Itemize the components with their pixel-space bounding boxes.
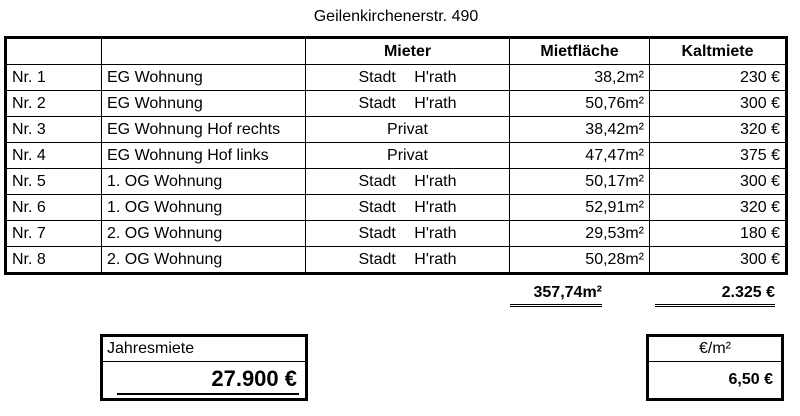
cell-rent: 320 € xyxy=(650,117,787,143)
annual-rent-box xyxy=(100,334,308,401)
cell-area: 52,91m² xyxy=(510,195,650,221)
rent-per-m2-value: 6,50 € xyxy=(728,371,773,388)
header-rent: Kaltmiete xyxy=(650,38,787,65)
table-row xyxy=(6,65,787,91)
cell-unit: EG Wohnung Hof rechts xyxy=(102,117,306,143)
cell-rent: 300 € xyxy=(650,91,787,117)
annual-rent-value-cell xyxy=(103,362,305,398)
cell-tenant: Stadt H'rath xyxy=(306,221,510,247)
header-row xyxy=(6,38,787,65)
cell-rent: 300 € xyxy=(650,169,787,195)
table-row xyxy=(6,91,787,117)
cell-area: 50,76m² xyxy=(510,91,650,117)
annual-rent-label: Jahresmiete xyxy=(103,337,305,362)
cell-nr: Nr. 3 xyxy=(6,117,102,143)
header-area: Mietfläche xyxy=(510,38,650,65)
cell-area: 29,53m² xyxy=(510,221,650,247)
cell-tenant: Stadt H'rath xyxy=(306,169,510,195)
cell-rent: 320 € xyxy=(650,195,787,221)
cell-unit: EG Wohnung xyxy=(102,91,306,117)
cell-unit: 1. OG Wohnung xyxy=(102,195,306,221)
cell-nr: Nr. 2 xyxy=(6,91,102,117)
cell-tenant: Stadt H'rath xyxy=(306,195,510,221)
cell-tenant: Stadt H'rath xyxy=(306,247,510,274)
cell-rent: 230 € xyxy=(650,65,787,91)
cell-tenant: Stadt H'rath xyxy=(306,65,510,91)
rent-per-m2-value-cell xyxy=(649,362,781,398)
total-rent: 2.325 € xyxy=(655,284,775,307)
table-row xyxy=(6,117,787,143)
table-row xyxy=(6,143,787,169)
header-unit xyxy=(102,38,306,65)
cell-area: 38,42m² xyxy=(510,117,650,143)
cell-unit: EG Wohnung Hof links xyxy=(102,143,306,169)
total-area: 357,74m² xyxy=(510,284,602,307)
cell-area: 38,2m² xyxy=(510,65,650,91)
header-tenant: Mieter xyxy=(306,38,510,65)
cell-unit: 1. OG Wohnung xyxy=(102,169,306,195)
cell-unit: EG Wohnung xyxy=(102,65,306,91)
cell-nr: Nr. 4 xyxy=(6,143,102,169)
cell-rent: 375 € xyxy=(650,143,787,169)
cell-unit: 2. OG Wohnung xyxy=(102,247,306,274)
cell-area: 50,28m² xyxy=(510,247,650,274)
cell-unit: 2. OG Wohnung xyxy=(102,221,306,247)
table-row xyxy=(6,169,787,195)
table-row xyxy=(6,195,787,221)
header-nr xyxy=(6,38,102,65)
document-title xyxy=(0,8,800,26)
cell-area: 50,17m² xyxy=(510,169,650,195)
rent-per-m2-box xyxy=(646,334,784,401)
cell-area: 47,47m² xyxy=(510,143,650,169)
cell-nr: Nr. 5 xyxy=(6,169,102,195)
rent-per-m2-label: €/m² xyxy=(649,337,781,362)
table-row xyxy=(6,247,787,274)
cell-nr: Nr. 6 xyxy=(6,195,102,221)
cell-rent: 300 € xyxy=(650,247,787,274)
cell-rent: 180 € xyxy=(650,221,787,247)
cell-tenant: Privat xyxy=(306,143,510,169)
annual-rent-value: 27.900 € xyxy=(211,366,297,391)
cell-tenant: Privat xyxy=(306,117,510,143)
cell-nr: Nr. 8 xyxy=(6,247,102,274)
cell-nr: Nr. 7 xyxy=(6,221,102,247)
table-row xyxy=(6,221,787,247)
annual-rent-underline xyxy=(117,393,299,395)
cell-tenant: Stadt H'rath xyxy=(306,91,510,117)
rent-table xyxy=(4,36,788,275)
cell-nr: Nr. 1 xyxy=(6,65,102,91)
title-text: Geilenkirchenerstr. 490 xyxy=(313,8,479,25)
